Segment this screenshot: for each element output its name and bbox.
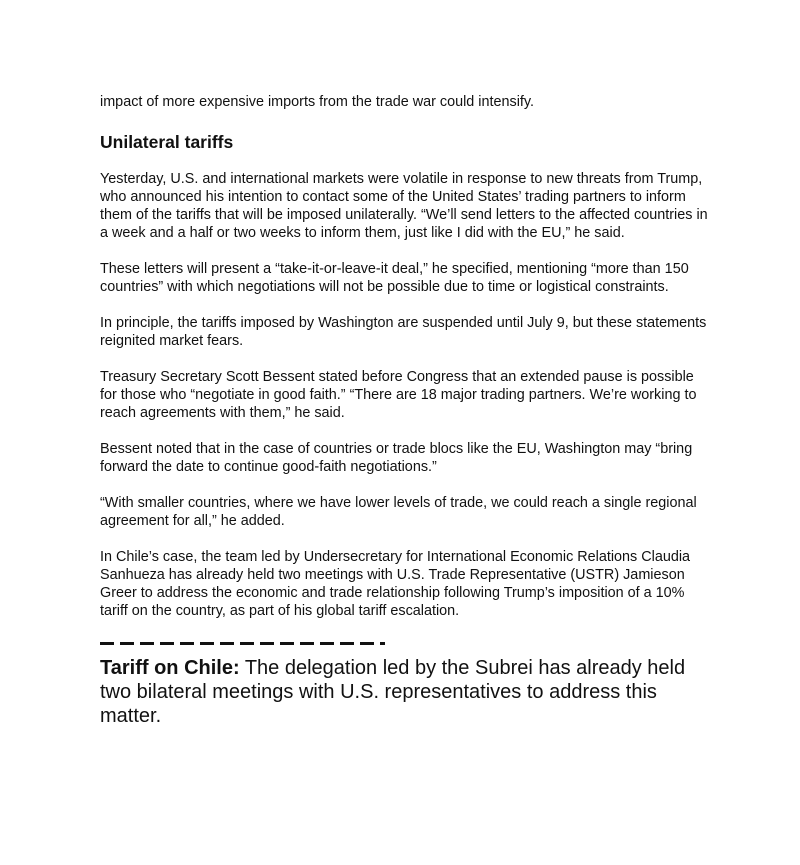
- article-body: [100, 93, 710, 728]
- paragraph-letters-deal: These letters will present a “take-it-or-leave-it deal,” he specified, mentioning “more than 150 countries” with which negotiations will not be possible due to time or logistical constraints.: [100, 261, 689, 295]
- callout-box: [100, 656, 700, 728]
- paragraph-bessent-congress: Treasury Secretary Scott Bessent stated before Congress that an extended pause is possible for those who “negotiate in good faith.” “There are 18 major trading partners. We’re working to reach agreements with them,” he said.: [100, 369, 697, 421]
- intro-tail-paragraph: impact of more expensive imports from the trade war could intensify.: [100, 94, 535, 110]
- paragraph-tariffs-suspended: In principle, the tariffs imposed by Washington are suspended until July 9, but these statements reignited market fears.: [100, 315, 707, 349]
- section-heading: Unilateral tariffs: [100, 132, 234, 152]
- paragraph-chile-case: In Chile’s case, the team led by Undersecretary for International Economic Relations Claudia Sanhueza has already held two meetings with U.S. Trade Representative (USTR) Jamieson Greer to address the economic and trade relationship following Trump’s imposition of a 10% tariff on the country, as part of his global tariff escalation.: [100, 549, 691, 619]
- callout-text: The delegation led by the Subrei has already held two bilateral meetings with U.S. representatives to address this matter.: [100, 657, 686, 727]
- paragraph-smaller-countries: “With smaller countries, where we have lower levels of trade, we could reach a single regional agreement for all,” he added.: [100, 495, 697, 529]
- callout-lead: Tariff on Chile:: [100, 657, 240, 679]
- dashed-divider: [100, 642, 385, 645]
- paragraph-markets-volatile: Yesterday, U.S. and international markets were volatile in response to new threats from Trump, who announced his intention to contact some of the United States’ trading partners to inform them of the tariffs that will be imposed unilaterally. “We’ll send letters to the affected countries in a week and a half or two weeks to inform them, just like I did with the EU,” he said.: [100, 171, 708, 241]
- paragraph-bessent-eu: Bessent noted that in the case of countries or trade blocs like the EU, Washington may “bring forward the date to continue good-faith negotiations.”: [100, 441, 693, 475]
